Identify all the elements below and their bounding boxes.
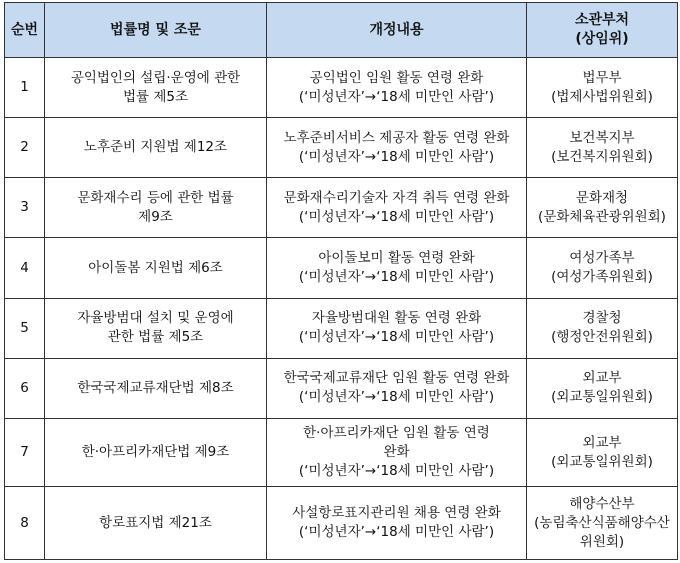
ministry-cell-line: (여성가족위원회) (551, 269, 653, 286)
law-name-cell (45, 178, 267, 238)
law-name-cell-line: 한·아프리카재단법 제9조 (81, 444, 230, 461)
table-row (5, 118, 678, 178)
law-name-cell-line: 아이돌봄 지원법 제6조 (88, 259, 223, 276)
ministry-cell (527, 487, 678, 560)
law-name-cell-line: 자율방범대 설치 및 운영에 (77, 310, 234, 327)
ministry-cell (527, 418, 678, 486)
amendment-content-cell-line: (‘미성년자’→‘18세 미만인 사람’) (298, 463, 495, 480)
ministry-cell-line: (행정안전위원회) (551, 329, 653, 346)
table-row (5, 298, 678, 358)
law-name-cell (45, 58, 267, 118)
amendment-content-cell-line: (‘미성년자’→‘18세 미만인 사람’) (298, 389, 495, 406)
header-ministry (527, 3, 678, 58)
header-row (5, 3, 678, 58)
amendment-content-cell (267, 118, 527, 178)
law-name-cell-line: 한국국제교류재단법 제8조 (77, 379, 234, 396)
table-row (5, 58, 678, 118)
amendment-content-cell (267, 178, 527, 238)
law-name-cell (45, 487, 267, 560)
header-ministry-line1: 소관부처 (574, 12, 630, 28)
law-amendment-table (4, 2, 678, 560)
header-ministry-line2: (상임위) (575, 31, 629, 47)
row-number: 3 (5, 178, 45, 238)
ministry-cell-line: (외교통일위원회) (551, 389, 653, 406)
table-body (5, 58, 678, 560)
amendment-content-cell-line: (‘미성년자’→‘18세 미만인 사람’) (298, 524, 495, 541)
row-number: 6 (5, 358, 45, 418)
ministry-cell-line: 경찰청 (582, 310, 622, 327)
amendment-content-cell (267, 487, 527, 560)
ministry-cell-line: (보건복지위원회) (551, 148, 653, 165)
law-name-cell-line: 항로표지법 제21조 (99, 514, 212, 531)
ministry-cell-line: 문화재청 (575, 189, 629, 206)
amendment-content-cell-line: (‘미성년자’→‘18세 미만인 사람’) (298, 88, 495, 105)
ministry-cell (527, 58, 678, 118)
amendment-content-cell-line: 자율방범대원 활동 연령 완화 (311, 310, 482, 327)
ministry-cell (527, 298, 678, 358)
law-name-cell-line: 노후준비 지원법 제12조 (83, 139, 228, 156)
ministry-cell-line: (농림축산식품해양수산 (534, 514, 670, 531)
amendment-content-cell-line: 문화재수리기술자 자격 취득 연령 완화 (283, 189, 510, 206)
amendment-content-cell (267, 238, 527, 298)
ministry-cell-line: 여성가족부 (569, 250, 635, 267)
table-row (5, 418, 678, 486)
ministry-cell (527, 358, 678, 418)
law-amendment-table-container (4, 2, 677, 560)
ministry-cell-line: 외교부 (582, 434, 622, 451)
amendment-content-cell-line: 아이돌보미 활동 연령 완화 (318, 250, 475, 267)
ministry-cell-line: (법제사법위원회) (551, 88, 653, 105)
amendment-content-cell-line: (‘미성년자’→‘18세 미만인 사람’) (298, 208, 495, 225)
amendment-content-cell (267, 358, 527, 418)
ministry-cell-line: (문화체육관광위원회) (538, 208, 666, 225)
header-content: 개정내용 (267, 3, 527, 58)
table-row (5, 358, 678, 418)
ministry-cell-line: 보건복지부 (569, 129, 635, 146)
row-number: 1 (5, 58, 45, 118)
law-name-cell (45, 418, 267, 486)
table-row (5, 178, 678, 238)
law-name-cell (45, 118, 267, 178)
ministry-cell-line: (외교통일위원회) (551, 453, 653, 470)
ministry-cell (527, 178, 678, 238)
amendment-content-cell (267, 418, 527, 486)
ministry-cell (527, 118, 678, 178)
row-number: 2 (5, 118, 45, 178)
amendment-content-cell-line: 한·아프리카재단 임원 활동 연령 (303, 425, 490, 442)
row-number: 4 (5, 238, 45, 298)
law-name-cell-line: 관한 법률 제5조 (107, 329, 204, 346)
law-name-cell (45, 358, 267, 418)
ministry-cell (527, 238, 678, 298)
law-name-cell-line: 제9조 (138, 208, 173, 225)
table-row (5, 238, 678, 298)
amendment-content-cell-line: (‘미성년자’→‘18세 미만인 사람’) (298, 329, 495, 346)
amendment-content-cell-line: 공익법인 임원 활동 연령 완화 (309, 69, 484, 86)
law-name-cell (45, 238, 267, 298)
law-name-cell-line: 법률 제5조 (122, 88, 189, 105)
row-number: 5 (5, 298, 45, 358)
ministry-cell-line: 법무부 (582, 69, 622, 86)
amendment-content-cell-line: 한국국제교류재단 임원 활동 연령 완화 (283, 370, 510, 387)
amendment-content-cell (267, 298, 527, 358)
law-name-cell-line: 공익법인의 설립·운영에 관한 (70, 69, 241, 86)
row-number: 8 (5, 487, 45, 560)
amendment-content-cell-line: 노후준비서비스 제공자 활동 연령 완화 (283, 129, 510, 146)
ministry-cell-line: 위원회) (579, 533, 625, 550)
ministry-cell-line: 외교부 (582, 370, 622, 387)
table-row (5, 487, 678, 560)
header-no: 순번 (5, 3, 45, 58)
law-name-cell (45, 298, 267, 358)
amendment-content-cell-line: 사설항로표지관리원 채용 연령 완화 (292, 505, 501, 522)
header-law: 법률명 및 조문 (45, 3, 267, 58)
row-number: 7 (5, 418, 45, 486)
law-name-cell-line: 문화재수리 등에 관한 법률 (77, 189, 234, 206)
amendment-content-cell (267, 58, 527, 118)
amendment-content-cell-line: (‘미성년자’→‘18세 미만인 사람’) (298, 148, 495, 165)
amendment-content-cell-line: (‘미성년자’→‘18세 미만인 사람’) (298, 269, 495, 286)
amendment-content-cell-line: 완화 (383, 444, 410, 461)
ministry-cell-line: 해양수산부 (569, 495, 635, 512)
